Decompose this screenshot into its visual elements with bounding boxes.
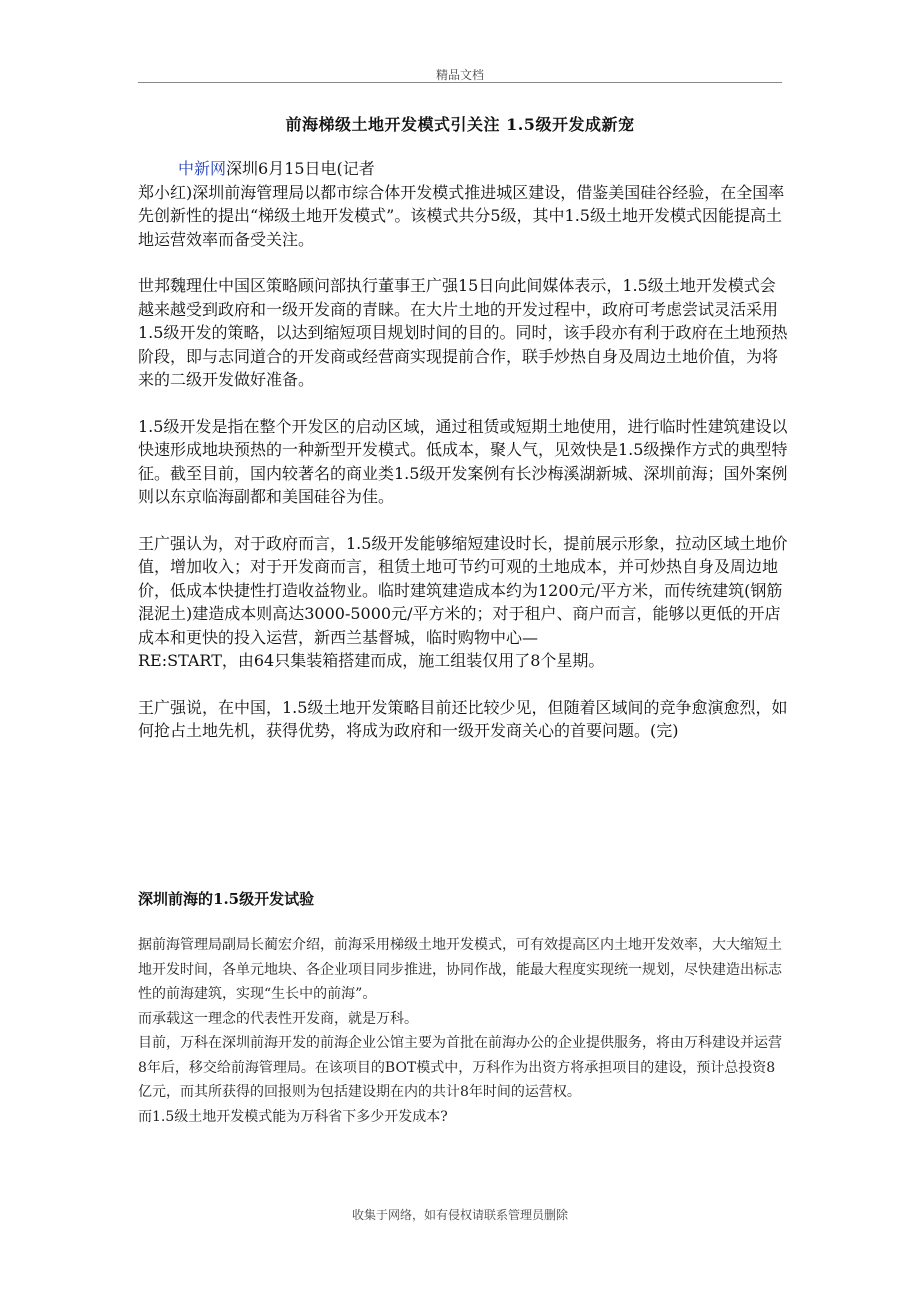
page-header: 精品文档 [435, 68, 484, 82]
header-rule [138, 82, 782, 83]
article-body [138, 157, 788, 743]
paragraph-4: 王广强认为，对于政府而言，1.5级开发能够缩短建设时长，提前展示形象，拉动区域土地价值，增加收入；对于开发商而言，租赁土地可节约可观的土地成本，并可炒热自身及周边地价，低成本快捷性打造收益物业。临时建筑建造成本约为1200元/平方米，而传统建筑(钢筋混泥土)建造成本则高达3000-5000元/平方米的；对于租户、商户而言，能够以更低的开店成本和更快的投入运营，新西兰基督城，临时购物中心— [138, 533, 788, 647]
paragraph-2: 世邦魏理仕中国区策略顾问部执行董事王广强15日向此间媒体表示，1.5级土地开发模式会越来越受到政府和一级开发商的青睐。在大片土地的开发过程中，政府可考虑尝试灵活采用1.5级开发的策略，以达到缩短项目规划时间的目的。同时，该手段亦有利于政府在土地预热阶段，即与志同道合的开发商或经营商实现提前合作，联手炒热自身及周边土地价值，为将来的二级开发做好准备。 [138, 276, 788, 389]
section-heading: 深圳前海的1.5级开发试验 [138, 890, 315, 908]
paragraph-4-tail: RE:START，由64只集装箱搭建而成，施工组装仅用了8个星期。 [138, 651, 605, 670]
paragraph-5: 王广强说，在中国，1.5级土地开发策略目前还比较少见，但随着区域间的竞争愈演愈烈，如何抢占土地先机，获得优势，将成为政府和一级开发商关心的首要问题。(完) [138, 697, 788, 740]
paragraph-3: 1.5级开发是指在整个开发区的启动区域，通过租赁或短期土地使用，进行临时性建筑建设以快速形成地块预热的一种新型开发模式。低成本，聚人气，见效快是1.5级操作方式的典型特征。截至目前，国内较著名的商业类1.5级开发案例有长沙梅溪湖新城、深圳前海；国外案例则以东京临海副都和美国硅谷为佳。 [138, 416, 788, 506]
section-paragraph-2: 而承载这一理念的代表性开发商，就是万科。 [138, 1010, 418, 1027]
article-title: 前海梯级土地开发模式引关注 1.5级开发成新宠 [285, 115, 635, 134]
section-body [138, 933, 788, 1129]
page-footer: 收集于网络，如有侵权请联系管理员删除 [351, 1208, 568, 1222]
section-paragraph-3: 目前，万科在深圳前海开发的前海企业公馆主要为首批在前海办公的企业提供服务，将由万科建设并运营8年后，移交给前海管理局。在该项目的BOT模式中，万科作为出资方将承担项目的建设，预计总投资8亿元，而其所获得的回报则为包括建设期在内的共计8年时间的运营权。 [138, 1035, 782, 1100]
source-link[interactable]: 中新网 [178, 159, 227, 178]
dateline: 深圳6月15日电(记者 [226, 159, 375, 178]
paragraph-1: 郑小红)深圳前海管理局以都市综合体开发模式推进城区建设，借鉴美国硅谷经验，在全国率先创新性的提出“梯级土地开发模式”。该模式共分5级，其中1.5级土地开发模式因能提高土地运营效率而备受关注。 [138, 182, 785, 249]
paragraph-lead [138, 157, 788, 181]
section-paragraph-1: 据前海管理局副局长蔺宏介绍，前海采用梯级土地开发模式，可有效提高区内土地开发效率，大大缩短土地开发时间，各单元地块、各企业项目同步推进，协同作战，能最大程度实现统一规划，尽快建造出标志性的前海建筑，实现“生长中的前海”。 [138, 937, 782, 1002]
section-paragraph-4: 而1.5级土地开发模式能为万科省下多少开发成本? [138, 1108, 448, 1125]
